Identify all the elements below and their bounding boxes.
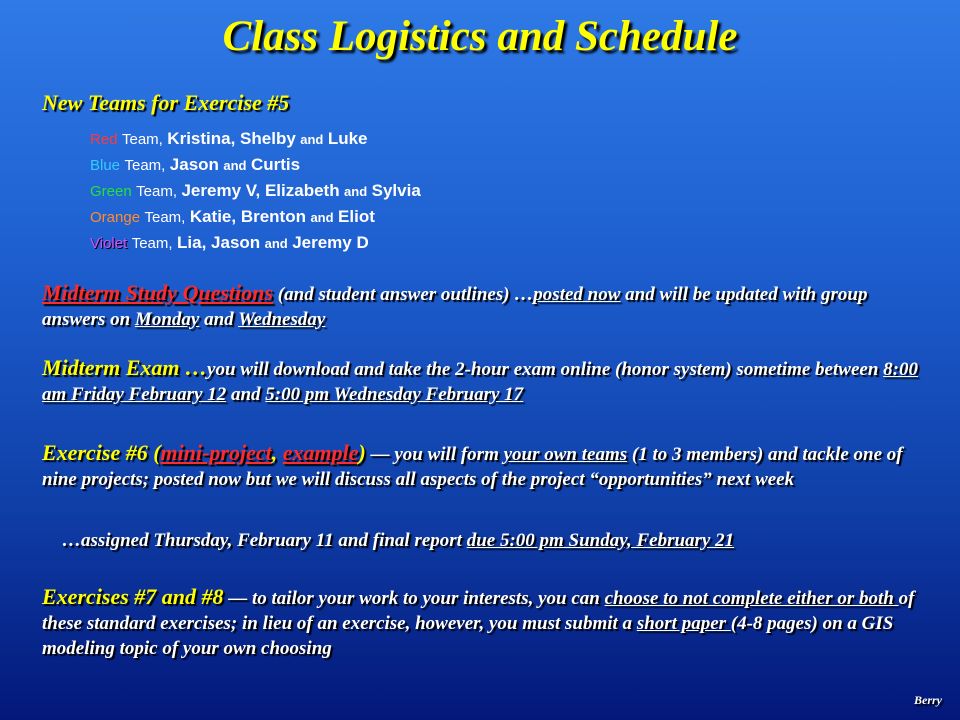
teams-heading: New Teams for Exercise #5: [42, 90, 290, 115]
midterm-questions-paragraph: [42, 280, 922, 332]
team-members: Jason: [169, 155, 219, 174]
posted-now-link[interactable]: posted now: [533, 284, 621, 305]
page-title: Class Logistics and Schedule: [222, 13, 738, 60]
text: — to tailor your work to your interests, you can: [223, 588, 605, 609]
text: of these standard exercises; in lieu of an exercise, however, you must submit a: [42, 588, 915, 634]
team-row-green: [90, 178, 421, 204]
text: …assigned Thursday, February 11 and final report: [62, 530, 467, 551]
midterm-exam-heading: Midterm Exam …: [42, 355, 208, 380]
team-members: Eliot: [338, 207, 375, 226]
team-word: Team,: [144, 209, 186, 226]
short-paper-link[interactable]: short paper: [636, 613, 731, 634]
due-date-link[interactable]: due 5:00 pm Sunday, February 21: [466, 530, 735, 551]
midterm-questions-link[interactable]: Midterm Study Questions: [42, 280, 274, 305]
team-color-label: Red: [90, 131, 118, 148]
example-link[interactable]: example: [282, 440, 359, 465]
own-teams-link[interactable]: your own teams: [503, 444, 628, 465]
exercise6-paragraph: [42, 440, 922, 492]
choose-link[interactable]: choose to not complete either or both: [604, 588, 899, 609]
text: and: [199, 309, 239, 330]
team-color-label: Violet: [90, 235, 128, 252]
monday-link[interactable]: Monday: [134, 309, 200, 330]
team-word: Team,: [131, 235, 173, 252]
and-word: and: [344, 184, 368, 199]
text: you will download and take the 2-hour exam online (honor system) sometime between: [207, 359, 884, 380]
paren-close: ): [358, 440, 366, 465]
text: and: [226, 384, 266, 405]
comma: ,: [271, 440, 283, 465]
and-word: and: [310, 210, 334, 225]
text: (4-8 pages) on a GIS modeling topic of your own choosing: [42, 613, 894, 659]
team-members: Jeremy D: [292, 233, 369, 252]
team-members: Kristina, Shelby: [167, 129, 296, 148]
team-row-blue: [90, 152, 421, 178]
exam-start-link[interactable]: 8:00 am Friday February 12: [42, 359, 918, 405]
text: and will be updated with group answers on: [42, 284, 868, 330]
team-members: Jeremy V, Elizabeth: [181, 181, 340, 200]
team-members: Luke: [327, 129, 368, 148]
text: (1 to 3 members) and tackle one of nine projects; posted now but we will discuss all aspects of the project “opportunities” next week: [42, 444, 903, 490]
author-footer: Berry: [914, 693, 942, 707]
team-color-label: Blue: [90, 157, 121, 174]
team-word: Team,: [124, 157, 166, 174]
team-word: Team,: [121, 131, 163, 148]
wednesday-link[interactable]: Wednesday: [238, 309, 326, 330]
and-word: and: [300, 132, 324, 147]
team-word: Team,: [136, 183, 178, 200]
text: (and student answer outlines) …: [273, 284, 534, 305]
team-row-violet: [90, 230, 421, 256]
exercises78-paragraph: [42, 584, 922, 661]
and-word: and: [223, 158, 247, 173]
exam-end-link[interactable]: 5:00 pm Wednesday February 17: [265, 384, 524, 405]
team-members: Sylvia: [371, 181, 421, 200]
team-members: Lia, Jason: [177, 233, 261, 252]
text: — you will form: [365, 444, 504, 465]
team-row-orange: [90, 204, 421, 230]
team-row-red: [90, 126, 421, 152]
team-color-label: Orange: [90, 209, 141, 226]
midterm-exam-paragraph: [42, 355, 922, 407]
and-word: and: [264, 236, 288, 251]
exercises78-heading: Exercises #7 and #8: [42, 584, 224, 609]
team-color-label: Green: [90, 183, 132, 200]
teams-list: [90, 126, 421, 256]
team-members: Katie, Brenton: [189, 207, 306, 226]
exercise6-assigned: [62, 528, 942, 553]
mini-project-link[interactable]: mini-project: [160, 440, 272, 465]
team-members: Curtis: [250, 155, 301, 174]
exercise6-heading: Exercise #6 (: [42, 440, 161, 465]
